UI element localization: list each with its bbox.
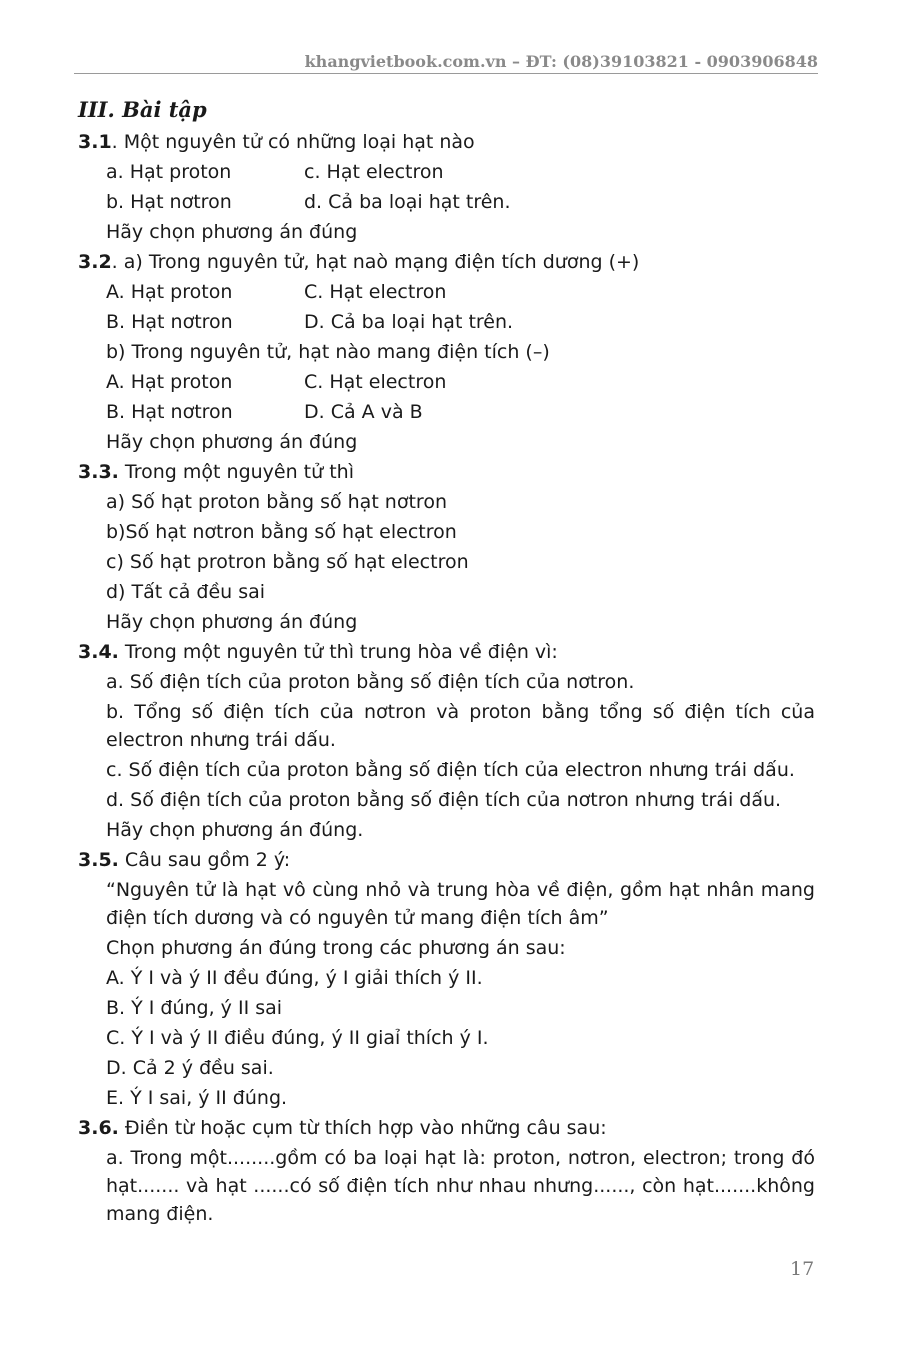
page-header: khangvietbook.com.vn – ĐT: (08)39103821 - 0903906848	[304, 52, 818, 71]
sub-question-b: b) Trong nguyên tử, hạt nào mang điện tích (–)	[106, 341, 550, 363]
question-3-5	[78, 845, 815, 875]
question-text: Trong một nguyên tử thì trung hòa về điện vì:	[118, 641, 558, 663]
question-3-1	[78, 127, 815, 157]
option-d: d. Số điện tích của proton bằng số điện tích của nơtron nhưng trái dấu.	[106, 789, 782, 811]
option-c: C. Hạt electron	[304, 371, 447, 393]
question-number: 3.2	[78, 251, 112, 273]
question-text: Trong một nguyên tử thì	[118, 461, 354, 483]
option-row	[78, 277, 815, 307]
question-3-2	[78, 247, 815, 277]
section-title: III. Bài tập	[78, 97, 207, 122]
option-d: D. Cả 2 ý đều sai.	[106, 1057, 274, 1079]
question-number: 3.4.	[78, 641, 119, 663]
question-text: Câu sau gồm 2 ý:	[118, 849, 291, 871]
instruction: Chọn phương án đúng trong các phương án sau:	[106, 937, 566, 959]
option-c: c. Số điện tích của proton bằng số điện tích của electron nhưng trái dấu.	[106, 759, 795, 781]
option-a: a. Hạt proton	[106, 161, 232, 183]
question-text: Điền từ hoặc cụm từ thích hợp vào những câu sau:	[118, 1117, 607, 1139]
question-number: 3.6.	[78, 1117, 119, 1139]
option-d: D. Cả ba loại hạt trên.	[304, 311, 514, 333]
option-a: a. Số điện tích của proton bằng số điện tích của nơtron.	[106, 671, 635, 693]
fill-in-part-a: a. Trong một........gồm có ba loại hạt là: proton, nơtron, electron; trong đó hạt....... và hạt ......có số điện tích như nhau nhưng......, còn hạt.......không mang điện.	[106, 1147, 815, 1225]
option-a: A. Hạt proton	[106, 371, 233, 393]
question-text: . Một nguyên tử có những loại hạt nào	[111, 131, 475, 153]
page-number: 17	[790, 1258, 815, 1280]
question-3-6	[78, 1113, 815, 1143]
question-number: 3.3.	[78, 461, 119, 483]
option-row	[78, 367, 815, 397]
option-d: d) Tất cả đều sai	[106, 581, 266, 603]
option-c: C. Hạt electron	[304, 281, 447, 303]
option-a: A. Ý I và ý II đều đúng, ý I giải thích ý II.	[106, 967, 483, 989]
answer-prompt: Hãy chọn phương án đúng	[106, 611, 358, 633]
option-b: B. Hạt nơtron	[106, 311, 233, 333]
question-3-4	[78, 637, 815, 667]
page-content	[78, 95, 815, 1229]
option-b: b. Hạt nơtron	[106, 191, 232, 213]
option-b: b)Số hạt nơtron bằng số hạt electron	[106, 521, 457, 543]
question-3-3	[78, 457, 815, 487]
quoted-statement: “Nguyên tử là hạt vô cùng nhỏ và trung hòa về điện, gồm hạt nhân mang điện tích dương và có nguyên tử mang điện tích âm”	[106, 879, 815, 929]
option-row	[78, 187, 815, 217]
question-text: . a) Trong nguyên tử, hạt naò mạng điện tích dương (+)	[111, 251, 640, 273]
option-d: d. Cả ba loại hạt trên.	[304, 191, 511, 213]
option-b: B. Ý I đúng, ý II sai	[106, 997, 283, 1019]
question-number: 3.1	[78, 131, 112, 153]
option-b: B. Hạt nơtron	[106, 401, 233, 423]
option-b: b. Tổng số điện tích của nơtron và proton bằng tổng số điện tích của electron nhưng trái dấu.	[106, 701, 815, 751]
option-a: a) Số hạt proton bằng số hạt nơtron	[106, 491, 447, 513]
option-e: E. Ý I sai, ý II đúng.	[106, 1087, 288, 1109]
option-c: c) Số hạt protron bằng số hạt electron	[106, 551, 469, 573]
option-c: C. Ý I và ý II điều đúng, ý II giaỉ thích ý I.	[106, 1027, 489, 1049]
option-row	[78, 397, 815, 427]
option-c: c. Hạt electron	[304, 161, 444, 183]
option-row	[78, 307, 815, 337]
answer-prompt: Hãy chọn phương án đúng	[106, 431, 358, 453]
answer-prompt: Hãy chọn phương án đúng.	[106, 819, 364, 841]
option-d: D. Cả A và B	[304, 401, 423, 423]
option-a: A. Hạt proton	[106, 281, 233, 303]
header-rule	[74, 73, 818, 74]
question-number: 3.5.	[78, 849, 119, 871]
answer-prompt: Hãy chọn phương án đúng	[106, 221, 358, 243]
option-row	[78, 157, 815, 187]
